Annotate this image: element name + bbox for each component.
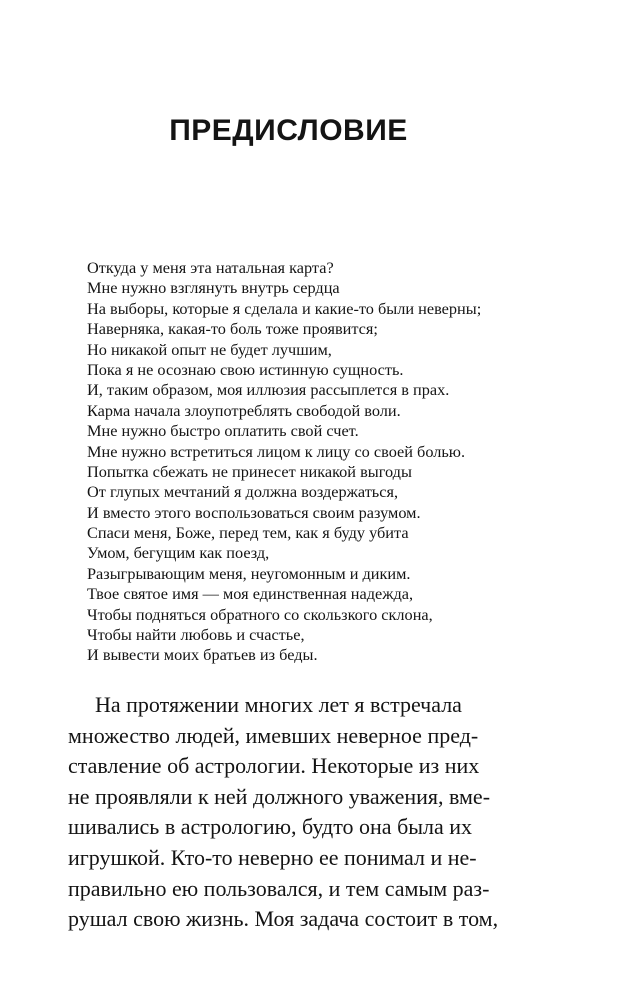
body-paragraph bbox=[68, 690, 548, 935]
poem-line: Спаси меня, Боже, перед тем, как я буду убита bbox=[87, 523, 409, 543]
paragraph-line: шивались в астрологию, будто она была их bbox=[68, 814, 473, 840]
poem-line: Откуда у меня эта натальная карта? bbox=[87, 258, 334, 277]
poem-line: Пока я не осознаю свою истинную сущность. bbox=[87, 359, 404, 379]
poem-line: Умом, бегущим как поезд, bbox=[87, 543, 270, 563]
poem-line: Наверняка, какая-то боль тоже проявится; bbox=[87, 319, 378, 339]
poem-line: На выборы, которые я сделала и какие-то были неверны; bbox=[87, 298, 482, 318]
paragraph-line: множество людей, имевших неверное пред- bbox=[68, 722, 479, 748]
paragraph-line: правильно ею пользовался, и тем самым раз- bbox=[68, 875, 490, 901]
paragraph-line: игрушкой. Кто-то неверно ее понимал и не- bbox=[68, 844, 477, 870]
poem-line: Попытка сбежать не принесет никакой выгоды bbox=[87, 461, 412, 481]
chapter-title: ПРЕДИСЛОВИЕ bbox=[169, 114, 408, 147]
poem-line: Мне нужно быстро оплатить свой счет. bbox=[87, 421, 359, 441]
poem-line: И вывести моих братьев из беды. bbox=[87, 645, 318, 665]
poem-line: Чтобы найти любовь и счастье, bbox=[87, 625, 305, 645]
poem-line: Мне нужно встретиться лицом к лицу со своей болью. bbox=[87, 441, 466, 461]
poem-line: Мне нужно взглянуть внутрь сердца bbox=[87, 278, 340, 298]
poem-line: И вместо этого воспользоваться своим разумом. bbox=[87, 502, 421, 522]
poem-line: Твое святое имя — моя единственная надежда, bbox=[87, 584, 414, 604]
paragraph-line: не проявляли к ней должного уважения, вме- bbox=[68, 783, 491, 809]
paragraph-line: ставление об астрологии. Некоторые из них bbox=[68, 753, 480, 779]
epigraph-poem bbox=[87, 258, 537, 666]
poem-line: Карма начала злоупотреблять свободой воли. bbox=[87, 400, 401, 420]
poem-line: От глупых мечтаний я должна воздержаться, bbox=[87, 482, 399, 502]
poem-line: И, таким образом, моя иллюзия рассыплется в прах. bbox=[87, 380, 450, 400]
poem-line: Чтобы подняться обратного со скользкого склона, bbox=[87, 604, 433, 624]
paragraph-line: На протяжении многих лет я встречала bbox=[95, 692, 462, 717]
poem-line: Но никакой опыт не будет лучшим, bbox=[87, 339, 332, 359]
paragraph-line: рушал свою жизнь. Моя задача состоит в том, bbox=[68, 906, 499, 932]
poem-line: Разыгрывающим меня, неугомонным и диким. bbox=[87, 563, 411, 583]
